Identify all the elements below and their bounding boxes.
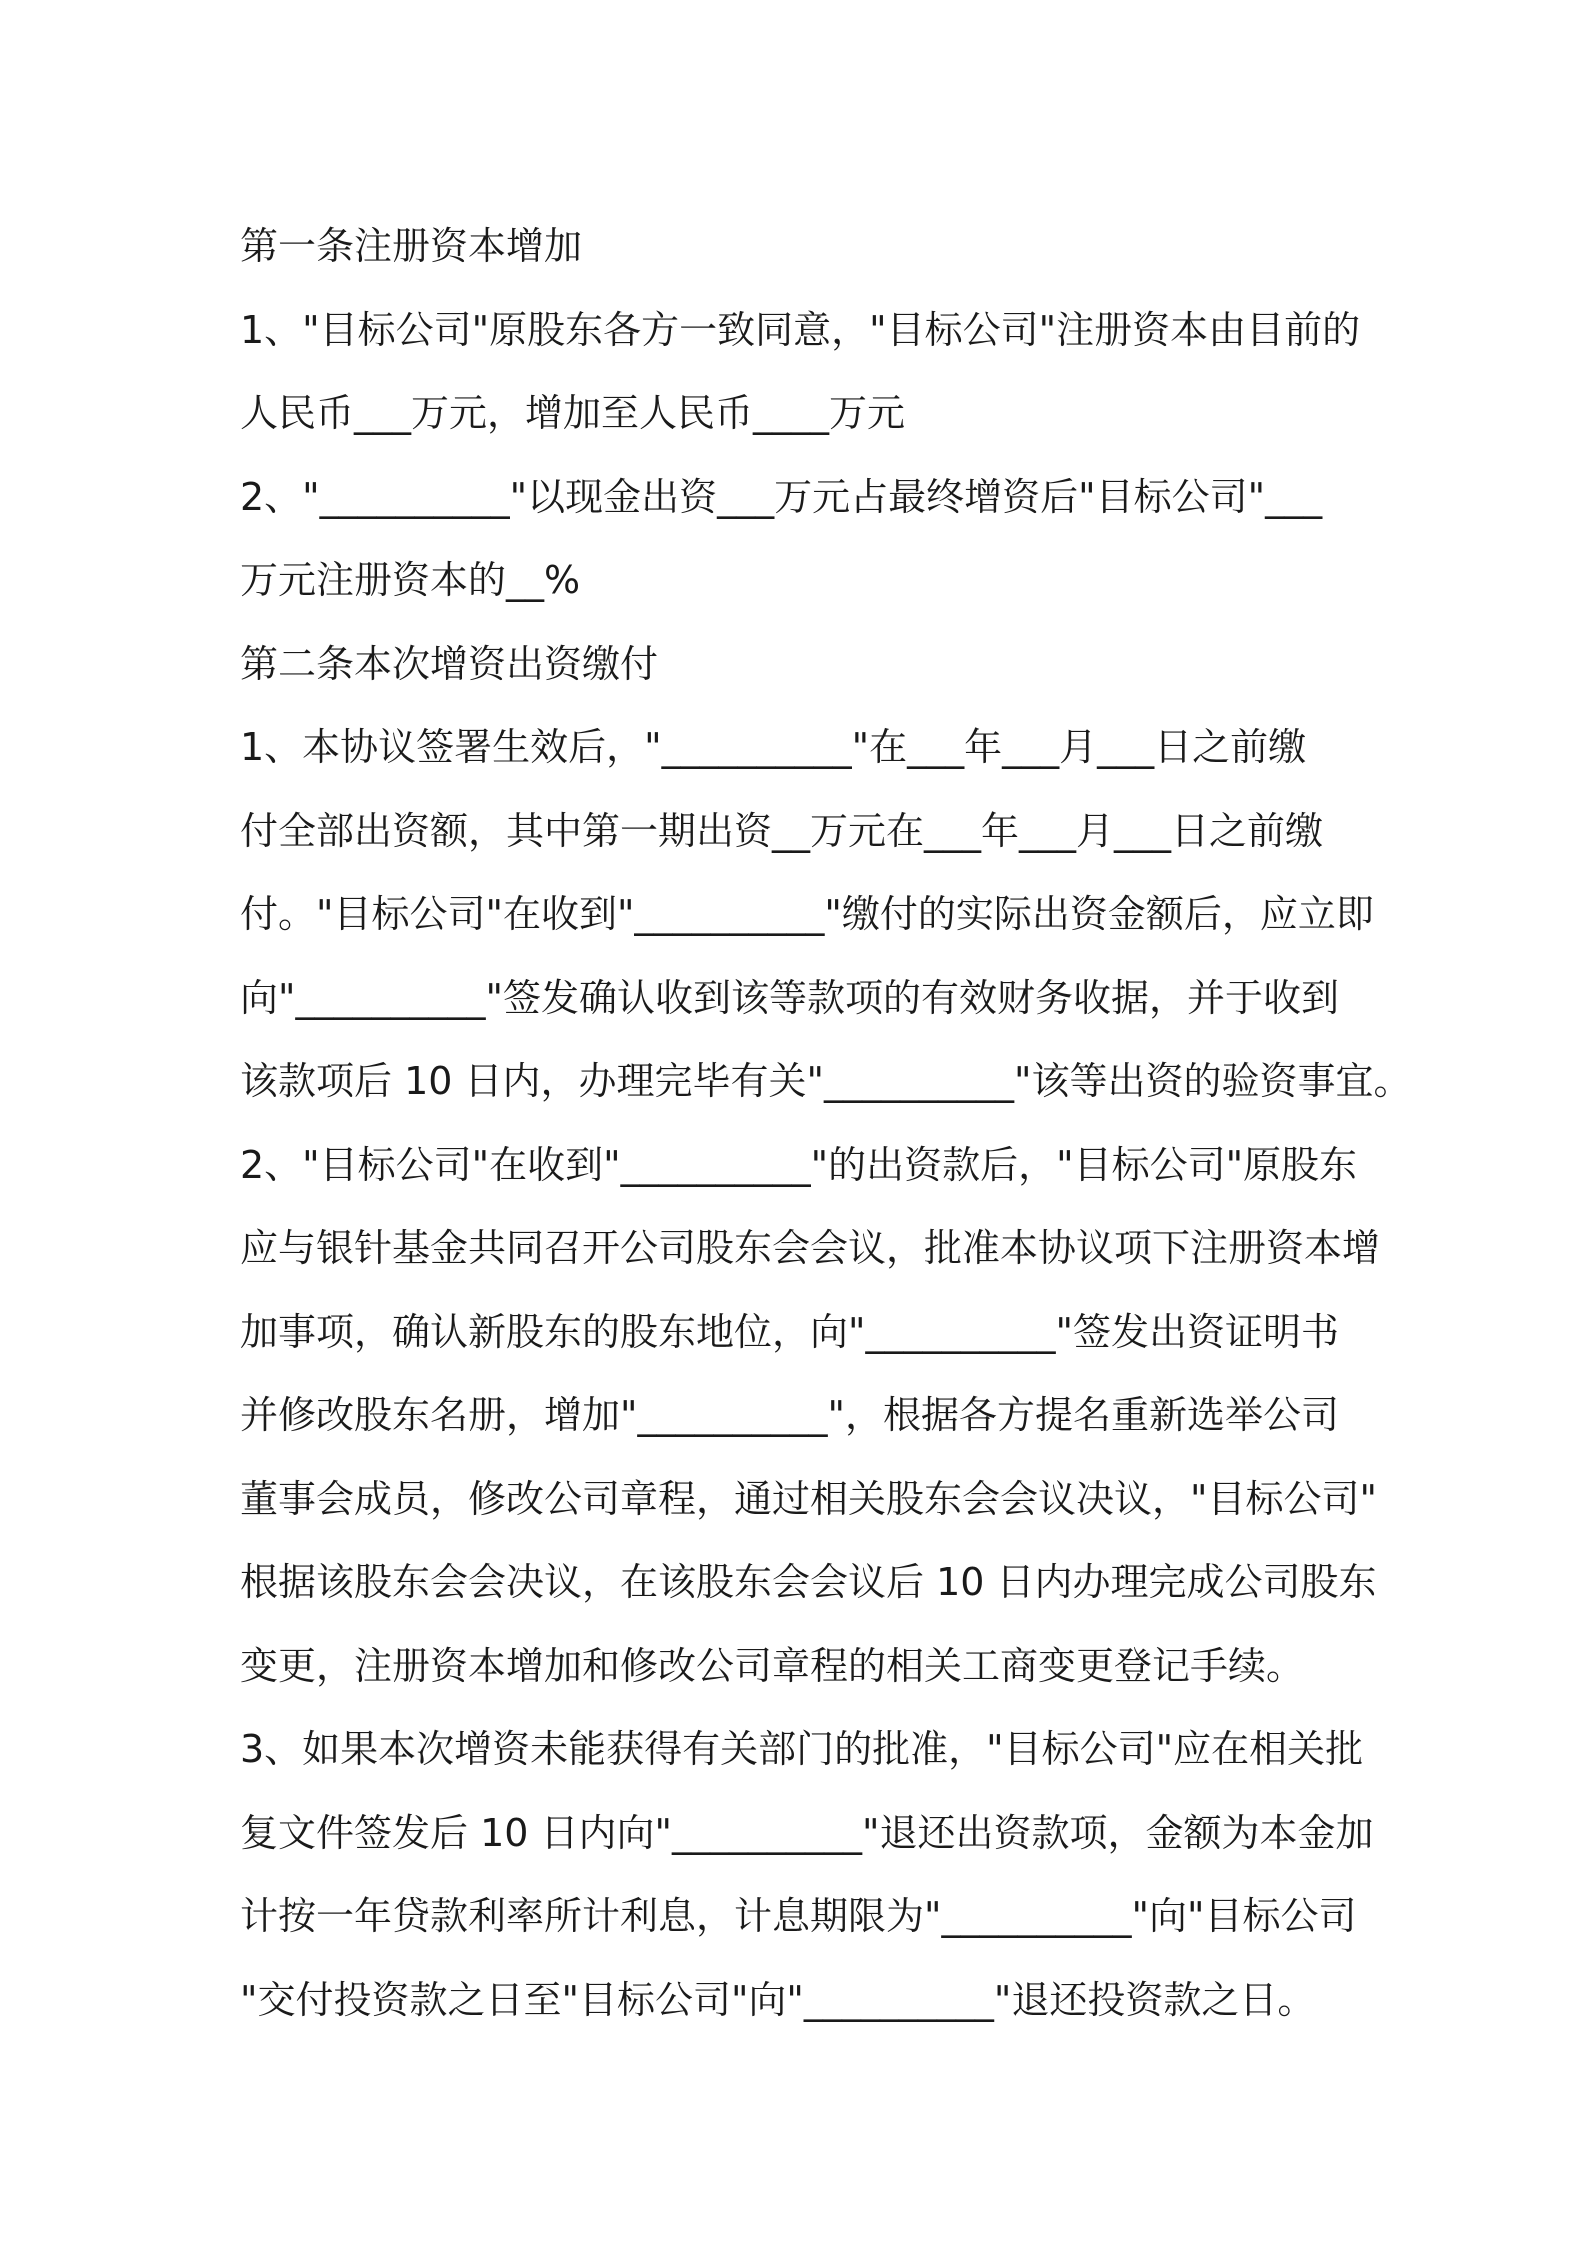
text-line: 该款项后 10 日内，办理完毕有关"__________"该等出资的验资事宜。 bbox=[240, 1059, 1412, 1103]
text-line: 人民币___万元，增加至人民币____万元 bbox=[240, 391, 906, 435]
text-line: 董事会成员，修改公司章程，通过相关股东会会议决议，"目标公司" bbox=[240, 1476, 1377, 1521]
text-line: 向"__________"签发确认收到该等款项的有效财务收据，并于收到 bbox=[240, 975, 1339, 1020]
text-line: 应与银针基金共同召开公司股东会会议，批准本协议项下注册资本增 bbox=[240, 1226, 1381, 1270]
text-line: 并修改股东名册，增加"__________"，根据各方提名重新选举公司 bbox=[240, 1393, 1339, 1437]
text-line: 2、"目标公司"在收到"__________"的出资款后，"目标公司"原股东 bbox=[240, 1142, 1358, 1187]
text-line: 1、"目标公司"原股东各方一致同意，"目标公司"注册资本由目前的 bbox=[240, 307, 1361, 352]
document-body bbox=[240, 205, 1412, 2042]
text-line: 2、"__________"以现金出资___万元占最终增资后"目标公司"___ bbox=[240, 474, 1323, 519]
text-line: 付全部出资额，其中第一期出资__万元在___年___月___日之前缴 bbox=[240, 808, 1324, 853]
article-2-heading: 第二条本次增资出资缴付 bbox=[240, 641, 659, 686]
text-line: 3、如果本次增资未能获得有关部门的批准，"目标公司"应在相关批 bbox=[240, 1727, 1364, 1771]
text-line: 万元注册资本的__% bbox=[240, 558, 581, 602]
text-line: 1、本协议签署生效后，"__________"在___年___月___日之前缴 bbox=[240, 725, 1307, 769]
text-line: 付。"目标公司"在收到"__________"缴付的实际出资金额后，应立即 bbox=[240, 892, 1374, 936]
text-line: 计按一年贷款利率所计利息，计息期限为"__________"向"目标公司 bbox=[240, 1894, 1357, 1938]
text-line: 根据该股东会会决议，在该股东会会议后 10 日内办理完成公司股东 bbox=[240, 1560, 1377, 1604]
article-1-heading: 第一条注册资本增加 bbox=[240, 224, 583, 268]
text-line: 复文件签发后 10 日内向"__________"退还出资款项，金额为本金加 bbox=[240, 1810, 1374, 1855]
text-line: 变更，注册资本增加和修改公司章程的相关工商变更登记手续。 bbox=[240, 1643, 1305, 1688]
text-line: "交付投资款之日至"目标公司"向"__________"退还投资款之日。 bbox=[240, 1977, 1316, 2022]
text-line: 加事项，确认新股东的股东地位，向"__________"签发出资证明书 bbox=[240, 1309, 1339, 1354]
